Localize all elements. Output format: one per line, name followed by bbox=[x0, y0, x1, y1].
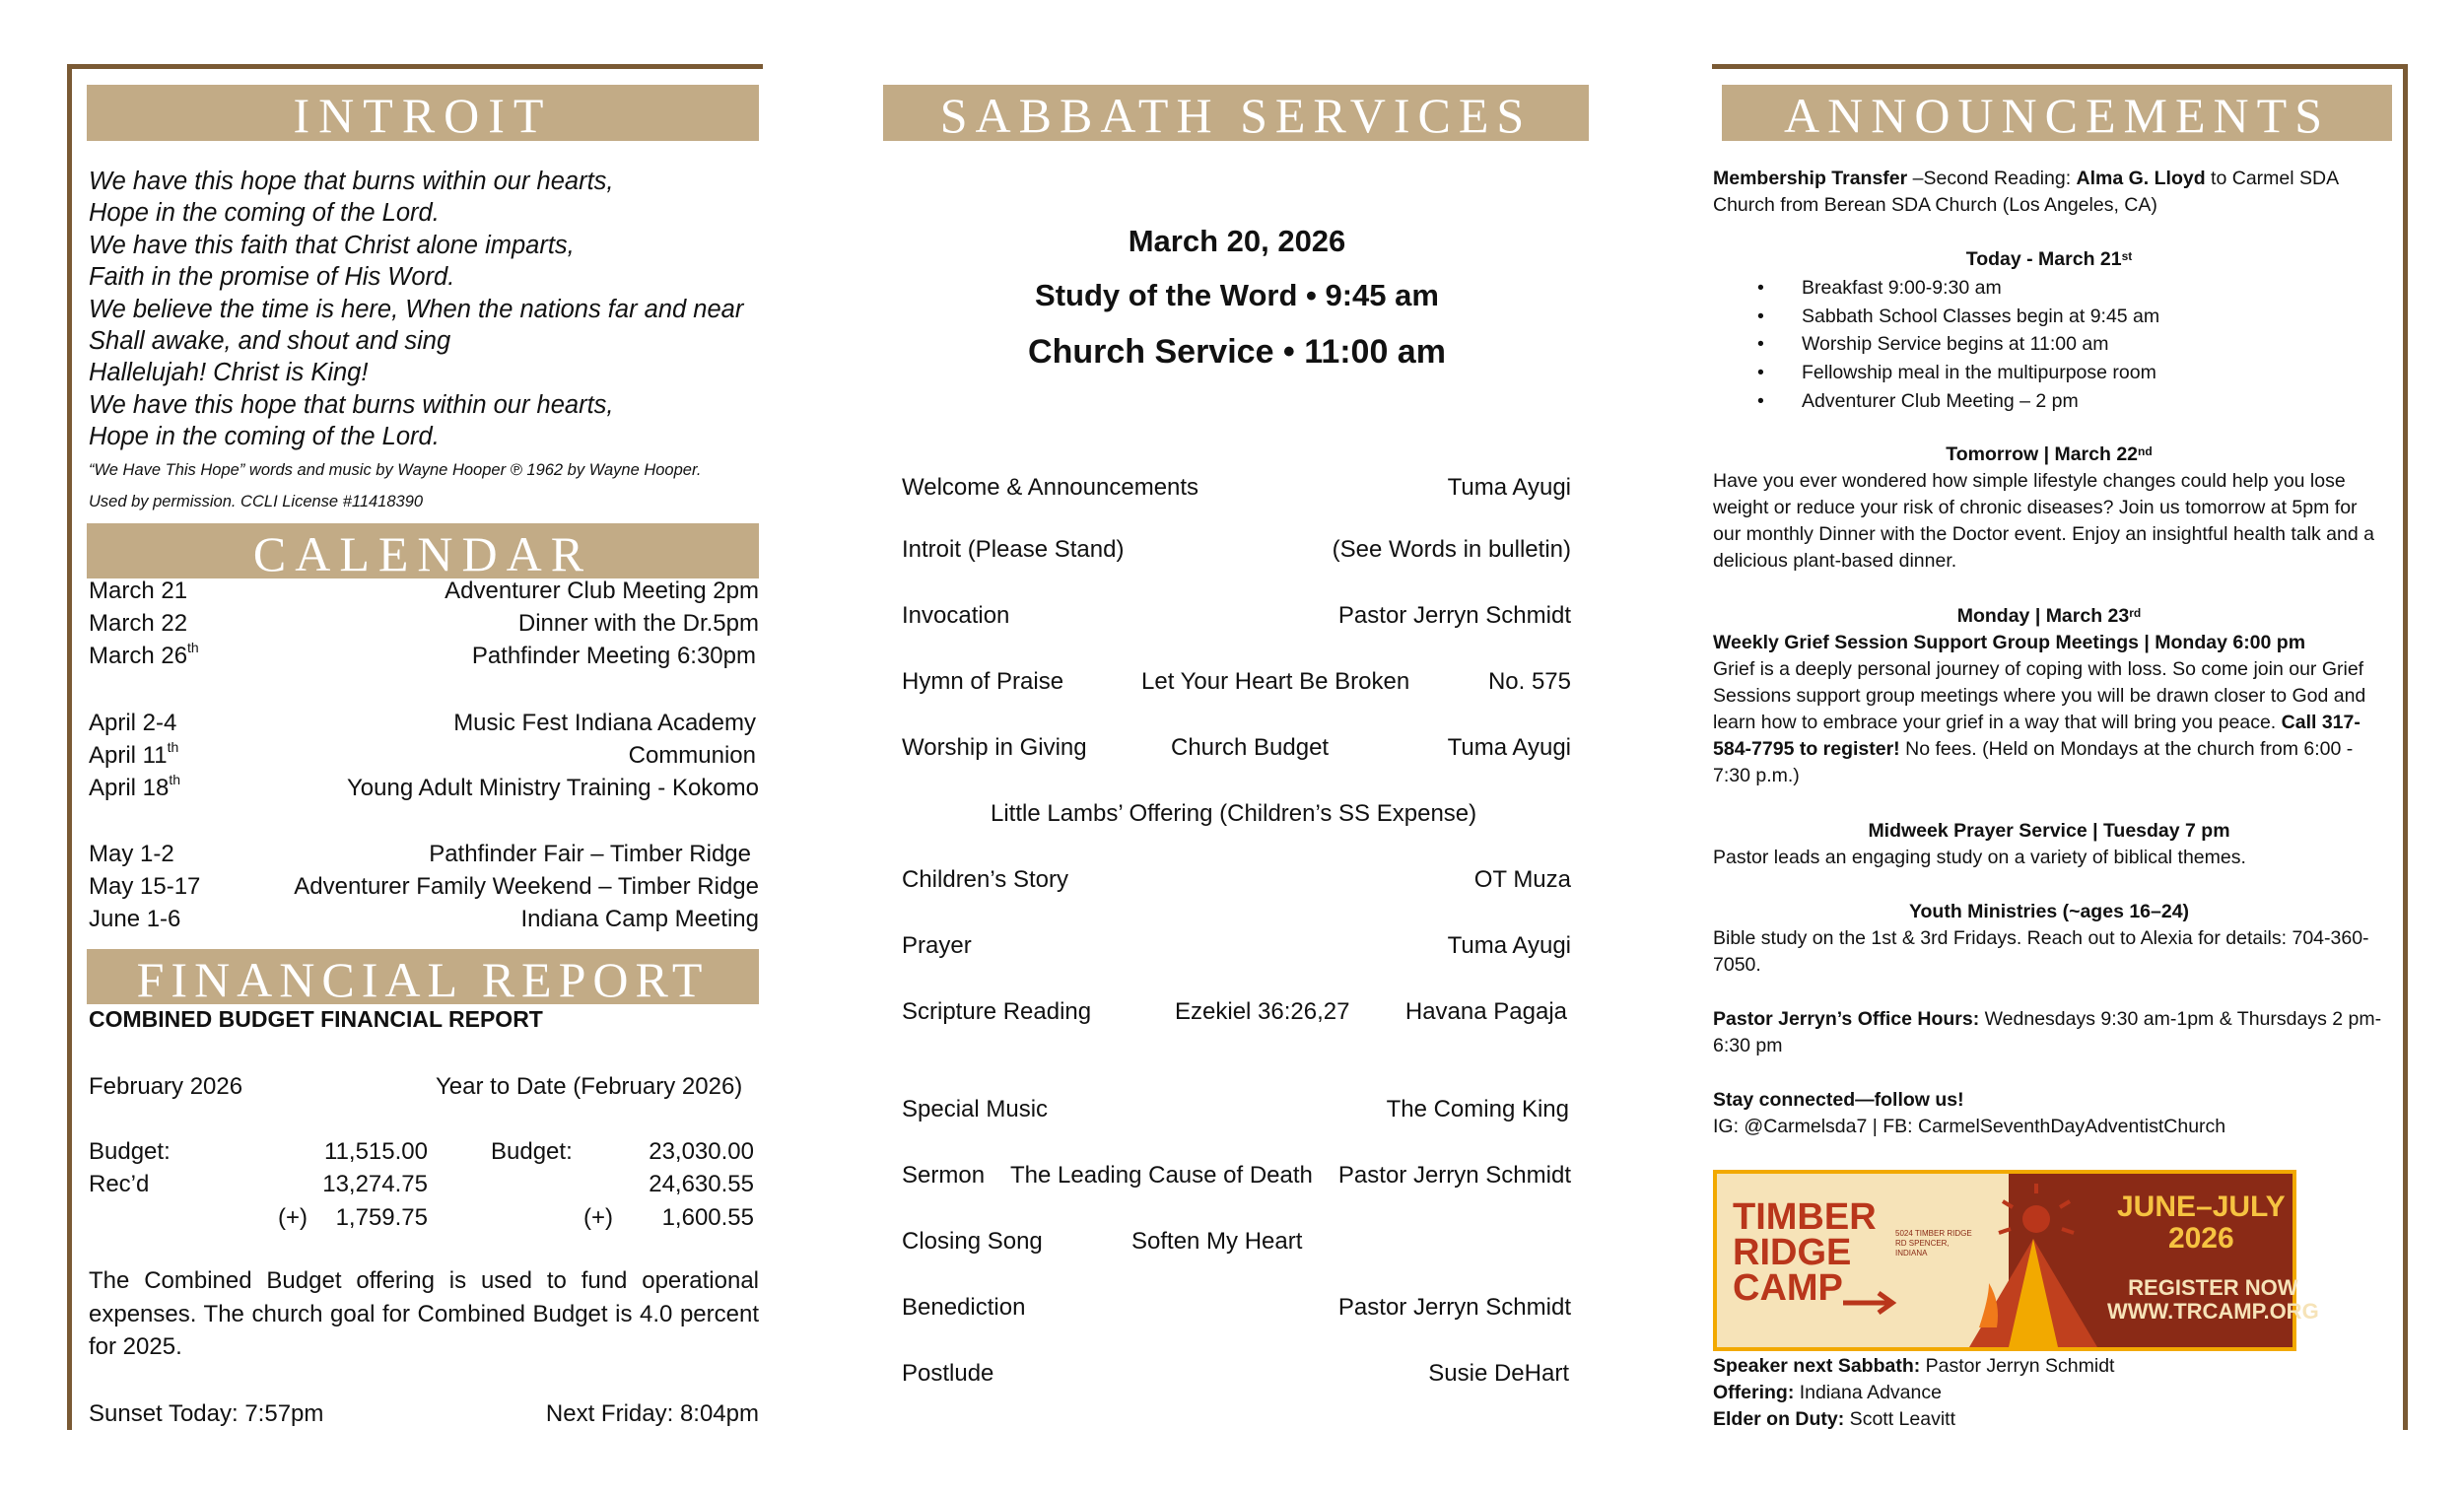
service-item-label: Hymn of Praise bbox=[902, 668, 1064, 695]
stay-connected-title: Stay connected—follow us! bbox=[1713, 1089, 1964, 1111]
calendar-event: Adventurer Family Weekend – Timber Ridge bbox=[294, 873, 759, 900]
midweek-title bbox=[1713, 818, 2385, 845]
calendar-row bbox=[89, 710, 759, 742]
introit-license: Used by permission. CCLI License #11418390 bbox=[89, 493, 424, 510]
diff-ytd: 1,600.55 bbox=[661, 1204, 754, 1231]
calendar-row bbox=[89, 841, 759, 873]
calendar-event: Indiana Camp Meeting bbox=[520, 906, 759, 932]
membership-name: Alma G. Lloyd bbox=[2076, 168, 2206, 189]
calendar-date: March 21 bbox=[89, 578, 188, 604]
camp-url: WWW.TRCAMP.ORG bbox=[2107, 1299, 2319, 1324]
service-item-label: Worship in Giving bbox=[902, 734, 1087, 761]
service-item-person: Pastor Jerryn Schmidt bbox=[1337, 602, 1571, 629]
calendar-event: Adventurer Club Meeting 2pm bbox=[445, 578, 759, 604]
service-item-person: Susie DeHart bbox=[1428, 1360, 1569, 1387]
services-heading: SABBATH SERVICES bbox=[883, 85, 1589, 141]
budget-ytd: 23,030.00 bbox=[649, 1138, 754, 1165]
calendar-date: April 18 bbox=[89, 775, 170, 801]
offering-name: Indiana Advance bbox=[1794, 1382, 1942, 1403]
sunset-today: Sunset Today: 7:57pm bbox=[89, 1400, 324, 1427]
service-item-person: Pastor Jerryn Schmidt bbox=[1337, 1294, 1571, 1321]
office-hours-text: Wednesdays 9:30 am-1pm & Thursdays 2 pm-6:30 pm bbox=[1713, 1008, 2382, 1056]
camp-dates-line: 2026 bbox=[2167, 1222, 2234, 1255]
calendar-event: Pathfinder Meeting 6:30pm bbox=[471, 643, 756, 669]
financial-subheading: COMBINED BUDGET FINANCIAL REPORT bbox=[89, 1006, 543, 1032]
calendar-date-suffix: th bbox=[167, 739, 179, 755]
list-item bbox=[1713, 275, 2385, 304]
list-item bbox=[1713, 388, 2385, 417]
speaker-name: Pastor Jerryn Schmidt bbox=[1920, 1355, 2115, 1377]
lyric-line: We have this hope that burns within our hearts, bbox=[89, 390, 614, 419]
calendar-date-suffix: th bbox=[169, 772, 181, 787]
calendar-row bbox=[89, 739, 759, 775]
calendar-date: March 26 bbox=[89, 643, 188, 669]
frame-right bbox=[2403, 64, 2408, 1430]
calendar-row bbox=[89, 906, 759, 938]
calendar-date: May 1-2 bbox=[89, 841, 174, 867]
period-ytd: Year to Date (February 2026) bbox=[436, 1073, 743, 1100]
service-item-person: Tuma Ayugi bbox=[1447, 734, 1571, 761]
service-item-label: Sermon bbox=[902, 1162, 986, 1189]
service-item-label: Children’s Story bbox=[902, 866, 1068, 893]
tent-campfire-icon bbox=[1950, 1190, 2117, 1347]
service-item-label: Postlude bbox=[902, 1360, 994, 1387]
service-item-label: Prayer bbox=[902, 932, 972, 959]
camp-name-line: TIMBER bbox=[1733, 1196, 1877, 1238]
bullet-icon: • bbox=[1757, 362, 1764, 384]
offering-label: Offering: bbox=[1713, 1382, 1795, 1403]
lyric-line: We have this hope that burns within our hearts, bbox=[89, 168, 614, 195]
today-title-text: Today - March 21 bbox=[1965, 248, 2122, 270]
speaker-next-sabbath bbox=[1713, 1355, 2114, 1378]
grief-tail: No fees. (Held on Mondays at the church from 6:00 - 7:30 p.m.) bbox=[1713, 738, 2354, 786]
midweek-text: Pastor leads an engaging study on a variety of biblical themes. bbox=[1713, 847, 2246, 868]
youth-title-text: Youth Ministries (~ages 16–24) bbox=[1908, 901, 2190, 922]
announcements-heading: ANNOUNCEMENTS bbox=[1722, 85, 2392, 141]
tomorrow-text: Have you ever wondered how simple lifestyle changes could help you lose weight or reduce your risk of chronic diseases? Join us tomorrow at 5pm for our monthly Dinner with the Doctor event. Enjoy an insightful health talk and a delicious plant-based dinner. bbox=[1713, 470, 2374, 572]
calendar-date: May 15-17 bbox=[89, 873, 201, 900]
list-item-text: Breakfast 9:00-9:30 am bbox=[1802, 277, 2002, 299]
arrow-right-icon bbox=[1841, 1288, 1900, 1318]
service-item-person: Pastor Jerryn Schmidt bbox=[1337, 1162, 1571, 1189]
calendar-row bbox=[89, 610, 759, 643]
bullet-icon: • bbox=[1757, 305, 1764, 327]
financial-note: The Combined Budget offering is used to fund operational expenses. The church goal for Combined Budget is 4.0 percent for 2025. bbox=[89, 1267, 759, 1360]
service-item-detail: Ezekiel 36:26,27 bbox=[1175, 998, 1350, 1025]
elder-name: Scott Leavitt bbox=[1844, 1408, 1955, 1430]
service-item-detail: The Leading Cause of Death bbox=[1010, 1162, 1313, 1189]
diff-sign-month: (+) bbox=[278, 1204, 308, 1231]
membership-title: Membership Transfer bbox=[1713, 168, 1908, 189]
service-item-person: No. 575 bbox=[1487, 668, 1571, 695]
register-now-text: REGISTER NOW bbox=[2128, 1275, 2298, 1300]
lyric-line: Shall awake, and shout and sing bbox=[89, 327, 451, 356]
social-handles: IG: @Carmelsda7 | FB: CarmelSeventhDayAdventistChurch bbox=[1713, 1116, 2226, 1137]
service-item-label: Scripture Reading bbox=[902, 998, 1092, 1025]
grief-session bbox=[1713, 630, 2385, 789]
service-item-label: Special Music bbox=[902, 1096, 1049, 1122]
service-item-person: (See Words in bulletin) bbox=[1332, 536, 1571, 563]
lyric-line: We believe the time is here, When the nations far and near bbox=[89, 295, 744, 323]
office-hours-title: Pastor Jerryn’s Office Hours: bbox=[1713, 1008, 1980, 1030]
budget-label: Budget: bbox=[89, 1138, 171, 1165]
calendar-event: Music Fest Indiana Academy bbox=[453, 710, 756, 736]
membership-text: to Carmel SDA Church from Berean SDA Church (Los Angeles, CA) bbox=[1713, 168, 2339, 216]
bullet-icon: • bbox=[1757, 389, 1764, 412]
service-item-label: Benediction bbox=[902, 1294, 1026, 1321]
service-item-person: Tuma Ayugi bbox=[1447, 474, 1571, 501]
lyric-line: Hope in the coming of the Lord. bbox=[89, 199, 440, 228]
church-time: Church Service • 11:00 am bbox=[1028, 333, 1446, 371]
list-item-text: Adventurer Club Meeting – 2 pm bbox=[1802, 389, 2079, 412]
list-item bbox=[1713, 360, 2385, 388]
introit-heading: INTROIT bbox=[87, 85, 759, 141]
calendar-date: June 1-6 bbox=[89, 906, 181, 932]
youth-text: Bible study on the 1st & 3rd Fridays. Reach out to Alexia for details: 704-360-7050. bbox=[1713, 927, 2369, 976]
bullet-icon: • bbox=[1757, 333, 1764, 356]
diff-month: 1,759.75 bbox=[335, 1204, 428, 1231]
service-item-person: Tuma Ayugi bbox=[1447, 932, 1571, 959]
lyric-line: Faith in the promise of His Word. bbox=[89, 263, 455, 292]
sunset-next-friday: Next Friday: 8:04pm bbox=[545, 1400, 759, 1427]
lyric-line: Hope in the coming of the Lord. bbox=[89, 423, 440, 451]
service-item-detail: Let Your Heart Be Broken bbox=[1141, 668, 1410, 695]
calendar-row bbox=[89, 640, 759, 675]
stay-connected bbox=[1713, 1087, 2385, 1140]
service-item-detail: Church Budget bbox=[1171, 734, 1330, 761]
list-item bbox=[1713, 331, 2385, 360]
service-item-person: Havana Pagaja bbox=[1404, 998, 1567, 1025]
membership-transfer bbox=[1713, 166, 2385, 219]
budget-ytd-label: Budget: bbox=[491, 1138, 573, 1165]
budget-month: 11,515.00 bbox=[324, 1138, 428, 1165]
list-item-text: Sabbath School Classes begin at 9:45 am bbox=[1802, 305, 2160, 327]
period-month: February 2026 bbox=[89, 1073, 243, 1100]
midweek-title-text: Midweek Prayer Service | Tuesday 7 pm bbox=[1868, 820, 2230, 842]
elder-on-duty bbox=[1713, 1408, 1955, 1431]
tomorrow-title bbox=[1713, 442, 2385, 468]
service-item-person: The Coming King bbox=[1386, 1096, 1569, 1122]
diff-sign-ytd: (+) bbox=[583, 1204, 613, 1231]
service-item-person: OT Muza bbox=[1473, 866, 1571, 893]
frame-left bbox=[67, 64, 72, 1430]
elder-label: Elder on Duty: bbox=[1713, 1408, 1845, 1430]
office-hours bbox=[1713, 1006, 2385, 1059]
frame-top-left bbox=[67, 64, 763, 69]
camp-dates-line: JUNE–JULY bbox=[2117, 1190, 2286, 1223]
camp-name-line: CAMP bbox=[1733, 1267, 1843, 1309]
calendar-date-suffix: th bbox=[187, 640, 199, 655]
calendar-date: April 11 bbox=[89, 742, 168, 769]
tomorrow-title-suffix: nd bbox=[2138, 444, 2153, 458]
offering bbox=[1713, 1382, 1942, 1404]
monday-title bbox=[1713, 603, 2385, 630]
lyric-line: Hallelujah! Christ is King! bbox=[89, 359, 369, 387]
list-item-text: Worship Service begins at 11:00 am bbox=[1802, 333, 2109, 356]
financial-heading: FINANCIAL REPORT bbox=[87, 949, 759, 1004]
today-title bbox=[1713, 246, 2385, 273]
service-item-label: Invocation bbox=[902, 602, 1010, 629]
calendar-event: Pathfinder Fair – Timber Ridge bbox=[429, 841, 751, 867]
received-ytd: 24,630.55 bbox=[649, 1171, 754, 1197]
service-item-label: Closing Song bbox=[902, 1228, 1043, 1255]
grief-text: Grief is a deeply personal journey of coping with loss. So come join our Grief Sessions support group meetings where you will be drawn closer to God and learn how to embrace your grief in a way that will bring you peace. bbox=[1713, 658, 2366, 733]
camp-dates bbox=[2117, 1191, 2286, 1255]
service-date: March 20, 2026 bbox=[1128, 224, 1346, 258]
service-item-label: Introit (Please Stand) bbox=[902, 536, 1125, 563]
study-time: Study of the Word • 9:45 am bbox=[1035, 278, 1439, 312]
youth-title bbox=[1713, 899, 2385, 925]
calendar-row bbox=[89, 873, 759, 906]
today-list bbox=[1713, 275, 2385, 416]
introit-credit: “We Have This Hope” words and music by Wayne Hooper ℗ 1962 by Wayne Hooper. bbox=[89, 461, 702, 479]
register-now-link[interactable] bbox=[2107, 1276, 2319, 1324]
camp-advertisement[interactable] bbox=[1713, 1170, 2319, 1351]
calendar-date: March 22 bbox=[89, 610, 188, 637]
today-title-suffix: st bbox=[2121, 249, 2133, 263]
calendar-event: Young Adult Ministry Training - Kokomo bbox=[347, 775, 759, 801]
camp-address: 5024 TIMBER RIDGE RD SPENCER, INDIANA bbox=[1895, 1229, 1972, 1258]
list-item bbox=[1713, 304, 2385, 332]
list-item-text: Fellowship meal in the multipurpose room bbox=[1802, 362, 2156, 384]
grief-title: Weekly Grief Session Support Group Meetings | Monday 6:00 pm bbox=[1713, 632, 2306, 653]
service-item-detail: Soften My Heart bbox=[1131, 1228, 1303, 1255]
speaker-label: Speaker next Sabbath: bbox=[1713, 1355, 1921, 1377]
bullet-icon: • bbox=[1757, 277, 1764, 299]
grief-call: Call 317- 584-7795 to register! bbox=[1713, 712, 2361, 760]
monday-title-suffix: rd bbox=[2129, 606, 2142, 620]
monday-title-text: Monday | March 23 bbox=[1956, 605, 2130, 627]
tomorrow-title-text: Tomorrow | March 22 bbox=[1946, 443, 2139, 465]
received-month: 13,274.75 bbox=[322, 1171, 428, 1197]
calendar-row bbox=[89, 578, 759, 610]
service-item-label: Welcome & Announcements bbox=[902, 474, 1199, 501]
calendar-row bbox=[89, 772, 759, 807]
membership-text: –Second Reading: bbox=[1907, 168, 2077, 189]
lyric-line: We have this faith that Christ alone imparts, bbox=[89, 231, 575, 259]
frame-top-right bbox=[1712, 64, 2408, 69]
calendar-date: April 2-4 bbox=[89, 710, 177, 736]
calendar-event: Dinner with the Dr.5pm bbox=[517, 610, 759, 637]
service-item-label: Little Lambs’ Offering (Children’s SS Expense) bbox=[991, 800, 1477, 827]
calendar-heading: CALENDAR bbox=[87, 523, 759, 578]
calendar-event: Communion bbox=[628, 742, 756, 769]
introit-lyrics bbox=[89, 166, 759, 453]
camp-name-line: RIDGE bbox=[1733, 1232, 1852, 1273]
received-label: Rec’d bbox=[89, 1171, 150, 1197]
